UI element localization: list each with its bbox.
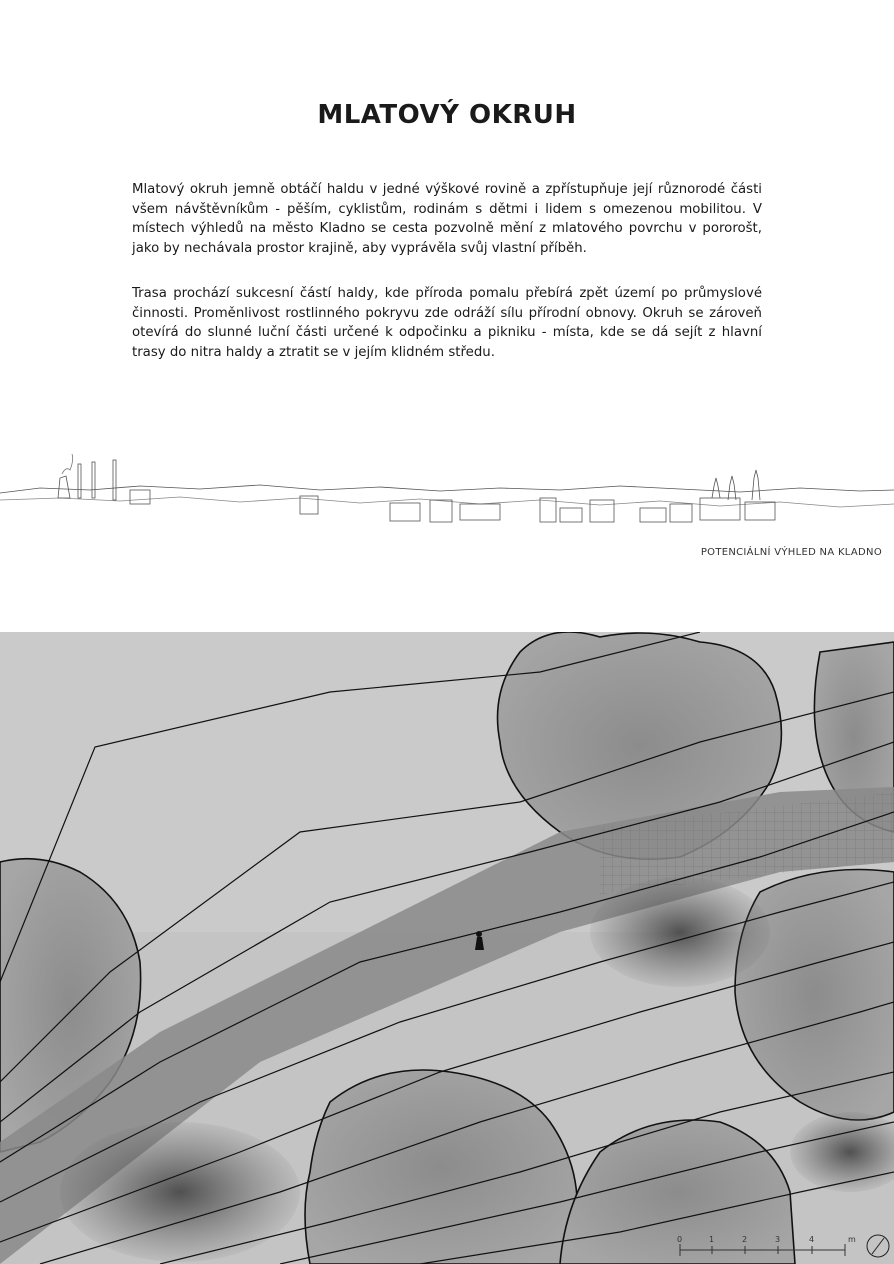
scale-unit: m [848, 1235, 856, 1244]
site-plan-drawing [0, 632, 894, 1264]
page-title: MLATOVÝ OKRUH [317, 100, 577, 130]
intro-paragraph-2: Trasa prochází sukcesní částí haldy, kde příroda pomalu přebírá zpět území po průmyslové činnosti. Proměnlivost rostlinného pokryvu zde odráží sílu přírodní obnovy. Okruh se zároveň otevírá do slunné luční části určené k odpočinku a pikniku - místa, kde se dá sejít z hlavní trasy do nitra haldy a ztratit se v jejím klidném středu. [132, 286, 762, 360]
scale-tick-1: 1 [709, 1235, 715, 1244]
scale-tick-0: 0 [677, 1235, 683, 1244]
scale-tick-2: 2 [742, 1235, 748, 1244]
intro-paragraph-1: Mlatový okruh jemně obtáčí haldu v jedné výškové rovině a zpřístupňuje její různorodé části všem návštěvníkům - pěším, cyklistům, rodinám s dětmi i lidem s omezenou mobilitou. V místech výhledů na město Kladno se cesta pozvolně mění z mlatového povrchu v pororošt, jako by nechávala prostor krajině, aby vyprávěla svůj vlastní příběh. [132, 182, 762, 256]
kladno-skyline-sketch [0, 448, 894, 528]
skyline-caption: POTENCIÁLNÍ VÝHLED NA KLADNO [700, 547, 882, 558]
scale-tick-3: 3 [775, 1235, 781, 1244]
scale-tick-4: 4 [809, 1235, 815, 1244]
